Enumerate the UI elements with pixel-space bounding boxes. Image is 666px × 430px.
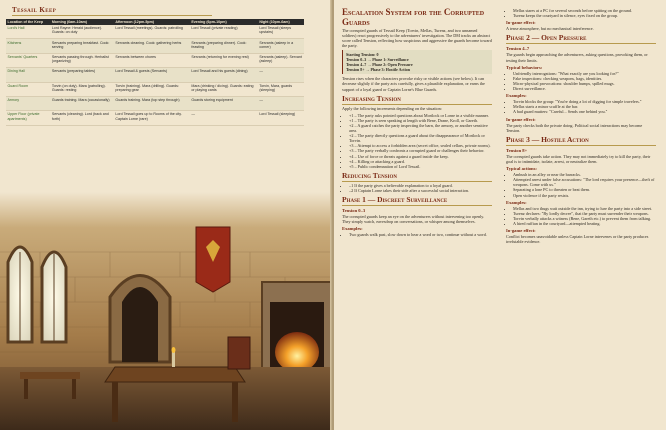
- list-item: • A hired ruffian in the courtyard—attempted beating.: [513, 221, 656, 226]
- ingame-effect-label: In-game effect:: [506, 116, 536, 122]
- schedule-cell: Lord Tessail (sleeping): [258, 111, 304, 125]
- ingame-effect-label: In-game effect:: [506, 228, 536, 234]
- location-cell: Upper Floor (private apartments): [6, 111, 50, 125]
- schedule-cell: Guards training. Mara (occasionally): [50, 96, 114, 110]
- schedule-cell: Servants between chores: [114, 53, 190, 67]
- phase3-text: The corrupted guards take action. They may not immediately try to kill the party, their goal is to intimidate, isolate, arrest, or neutralize them.: [506, 153, 651, 164]
- location-cell: Lord's Hall: [6, 25, 50, 39]
- table-row: [6, 39, 304, 53]
- list-item: • Direct surveillance.: [513, 86, 656, 91]
- ingame-effect-label: In-game effect:: [506, 20, 536, 26]
- phase2-effect: The party checks both the private doing. Political social interactions may become Tension.: [506, 122, 643, 133]
- phase2-examples: [506, 99, 656, 114]
- list-item: • Torvin verbally attacks a witness (Bene, Gareth etc.) to prevent them from talking.: [513, 216, 656, 221]
- typical-behaviors-label: Typical behaviors:: [506, 64, 543, 70]
- phase2-behaviors: [506, 71, 656, 91]
- schedule-cell: Servants (asleep in a corner): [258, 39, 304, 53]
- keep-hall-illustration: [0, 192, 332, 430]
- list-item: • +3 – Attempt to access a forbidden area (secret office, sealed cellars, private rooms).: [349, 143, 492, 148]
- schedule-cell: Servants (preparing dinner). Cook: feasting: [190, 39, 258, 53]
- list-item: • +4 – Killing or attacking a guard.: [349, 159, 492, 164]
- schedule-cell: Torvin (on duty). Mara (patrolling). Guards: resting: [50, 82, 114, 96]
- list-item: • Torvin blocks the group: "You're doing a lot of digging for simple travelers.": [513, 99, 656, 104]
- list-item: • +3 – The party verbally confronts a corrupted guard or challenges their behavior.: [349, 148, 492, 153]
- page-title: Tessail Keep: [12, 6, 57, 14]
- list-item: • –2 If Captain Lorne takes their side after a successful social interaction.: [349, 188, 492, 193]
- section-title: Escalation System for the Corrupted Guards: [342, 7, 485, 27]
- table-row: [6, 96, 304, 110]
- reducing-tension-heading: Reducing Tension: [342, 172, 492, 182]
- schedule-cell: —: [190, 111, 258, 125]
- list-item: • Open violence if the party resists.: [513, 193, 656, 198]
- list-item: • Two guards walk past, slow down to hear a word or two, continue without a word.: [349, 232, 492, 237]
- list-item: • –1 If the party gives a believable explanation to a loyal guard.: [349, 183, 492, 188]
- schedule-cell: Mara (drinking / dicing). Guards: eating or playing cards: [190, 82, 258, 96]
- schedule-cell: Servants (asleep). Servant (asleep): [258, 53, 304, 67]
- list-item: • Unfriendly interrogations: "What exactly are you looking for?": [513, 71, 656, 76]
- list-item: • Attempted arrest under false accusations: "The lord requires your presence—theft of weapons. Come with us.": [513, 177, 656, 187]
- phase3-range: Tension 8+: [506, 147, 528, 153]
- phase3-examples-label: Examples:: [506, 199, 527, 205]
- list-item: • +5 – Public condemnation of Lord Tessail.: [349, 164, 492, 169]
- list-item: • Mellas starts a minor scuffle at the bar.: [513, 104, 656, 109]
- phase3-heading: Phase 3 — Hostile Action: [506, 136, 656, 146]
- location-cell: Dining Hall: [6, 68, 50, 82]
- tension-level: Tension 8+ → Phase 3: Hostile Action: [346, 67, 410, 73]
- tension-levels-box: [342, 50, 492, 74]
- schedule-cell: Guards storing equipment: [190, 96, 258, 110]
- phase3-actions-label: Typical actions:: [506, 166, 537, 172]
- tension-note: Tension rises when the characters provoke risky or visible actions (see below). It can decrease slightly if the party acts carefully, gives a plausible explanation, or earns the support of a loyal guard or Captain Lorne's Blue Guards.: [342, 76, 485, 92]
- tension-level: Starting Tension: 0: [346, 52, 379, 58]
- table-row: [6, 68, 304, 82]
- increasing-tension-heading: Increasing Tension: [342, 95, 492, 105]
- schedule-cell: Lord Tessail (meetings). Guards: patrolling: [114, 25, 190, 39]
- schedule-cell: Servants (returning for evening rest): [190, 53, 258, 67]
- phase1-range: Tension 0–3: [342, 207, 366, 213]
- table-row: [6, 25, 304, 39]
- phase1-examples-label: Examples:: [342, 226, 363, 232]
- phase3-effect: Conflict becomes unavoidable unless Captain Lorne intervenes or the party produces irrefutable evidence.: [506, 234, 649, 245]
- schedule-table: [6, 19, 304, 126]
- list-item: • Turenz keeps the courtyard in silence, eyes fixed on the group.: [513, 13, 656, 18]
- tension-level: Tension 0–3 → Phase 1: Surveillance: [346, 57, 409, 63]
- right-column-1: [342, 8, 492, 239]
- schedule-cell: Lord Tessail (private reading): [190, 25, 258, 39]
- schedule-cell: Servants (preparing tables): [50, 68, 114, 82]
- right-column-2: [506, 8, 656, 246]
- schedule-cell: Lord Tessail (sleeps upstairs): [258, 25, 304, 39]
- phase2-examples-label: Examples:: [506, 93, 527, 99]
- table-header: Morning (6am-10am): [50, 19, 114, 25]
- phase2-text: The guards begin approaching the adventurers, asking questions, provoking them, or testing their limits.: [506, 52, 648, 63]
- table-header: Location of the Keep: [6, 19, 50, 25]
- schedule-cell: Servants cleaning. Cook: gathering herbs: [114, 39, 190, 53]
- left-page: [0, 0, 332, 430]
- phase2-heading: Phase 2 — Open Pressure: [506, 34, 656, 44]
- list-item: • Turenz declares: "By lordly decree", that the party must surrender their weapons.: [513, 211, 656, 216]
- increasing-intro: Apply the following increments depending on the situation:: [342, 105, 442, 111]
- phase3-actions: [506, 172, 656, 197]
- right-page: [334, 0, 666, 430]
- schedule-cell: Torvin, Mara, guards (sleeping): [258, 82, 304, 96]
- schedule-cell: Servants preparing breakfast. Cook: serving: [50, 39, 114, 53]
- list-item: • Fake inspections: checking weapons, bags, identities.: [513, 76, 656, 81]
- schedule-cell: Lord Tessail & guests (Servants): [114, 68, 190, 82]
- list-item: • +2 – A guard catches the party inspecting the barn, the armory, or another sensitive area.: [349, 123, 492, 133]
- schedule-cell: Lord Tessail and his guests (dining): [190, 68, 258, 82]
- intro-paragraph: The corrupted guards of Tessail Keep (Torvin, Mellas, Turenz, and two unnamed soldiers) react progressively to the adventurers' investigation. The DM tracks an abstract score called Tension, reflecting how suspicious and aggressive the guards become toward the party.: [342, 28, 492, 49]
- phase1-effect: A tense atmosphere, but no mechanical interference.: [506, 26, 594, 32]
- reducing-list: [342, 183, 492, 193]
- schedule-cell: Lord Rayne: Herald (audience). Guards: on duty: [50, 25, 114, 39]
- location-cell: Kitchens: [6, 39, 50, 53]
- schedule-cell: —: [258, 68, 304, 82]
- phase1-examples-cont: [506, 8, 656, 18]
- increasing-list: [342, 113, 492, 169]
- phase1-text: The corrupted guards keep an eye on the adventurers without intervening too openly. They simply watch, eavesdrop on conversations, or whisper among themselves.: [342, 214, 485, 225]
- phase1-examples: [342, 232, 492, 237]
- table-row: [6, 111, 304, 125]
- schedule-cell: Guards training. Mara (top step through): [114, 96, 190, 110]
- list-item: • Micro-physical provocations: shoulder bumps, spilled mugs.: [513, 81, 656, 86]
- list-item: • Mellas stares at a PC for several seconds before spitting on the ground.: [513, 8, 656, 13]
- list-item: • +2 – The party directly questions a guard about the disappearance of Mortlock or Torvin.: [349, 133, 492, 143]
- table-row: [6, 82, 304, 96]
- list-item: • A bad guard mutters: "Careful... Sends one behind you.": [513, 109, 656, 114]
- table-header: Afternoon (12pm-5pm): [114, 19, 190, 25]
- table-header: Night (10pm-6am): [258, 19, 304, 25]
- schedule-cell: Servants passing through. Herbalist (organizing): [50, 53, 114, 67]
- location-cell: Guard Room: [6, 82, 50, 96]
- table-row: [6, 53, 304, 67]
- schedule-cell: —: [258, 96, 304, 110]
- phase1-heading: Phase 1 — Discreet Surveillance: [342, 196, 492, 206]
- location-cell: Armory: [6, 96, 50, 110]
- schedule-cell: Servants (cleaning). Lord (back and forth): [50, 111, 114, 125]
- schedule-cell: Lord Tessail goes up to Rooms of the city. Captain Lorne (rare): [114, 111, 190, 125]
- phase2-range: Tension 4–7: [506, 46, 530, 52]
- table-header: Evening (6pm-10pm): [190, 19, 258, 25]
- list-item: • +1 – The party is seen speaking at length with Bene, Drane, Kroll, or Gareth.: [349, 118, 492, 123]
- location-cell: Servants' Quarters: [6, 53, 50, 67]
- list-item: • Separating a lone PC to threaten or beat them.: [513, 187, 656, 192]
- title-rule: [12, 15, 212, 16]
- schedule-cell: Torvin (training). Mara (drilling). Guards: preparing gear: [114, 82, 190, 96]
- tension-level: Tension 4–7 → Phase 2: Open Pressure: [346, 62, 413, 68]
- list-item: • +4 – Use of force or threats against a guard inside the keep.: [349, 154, 492, 159]
- list-item: • Mellas and two thugs wait outside the inn, trying to lure the party into a side street.: [513, 206, 656, 211]
- list-item: • +1 – The party asks pointed questions about Mortlock or Lorne in a visible manner.: [349, 113, 492, 118]
- phase3-examples: [506, 206, 656, 226]
- list-item: • Ambush in an alley or near the barracks.: [513, 172, 656, 177]
